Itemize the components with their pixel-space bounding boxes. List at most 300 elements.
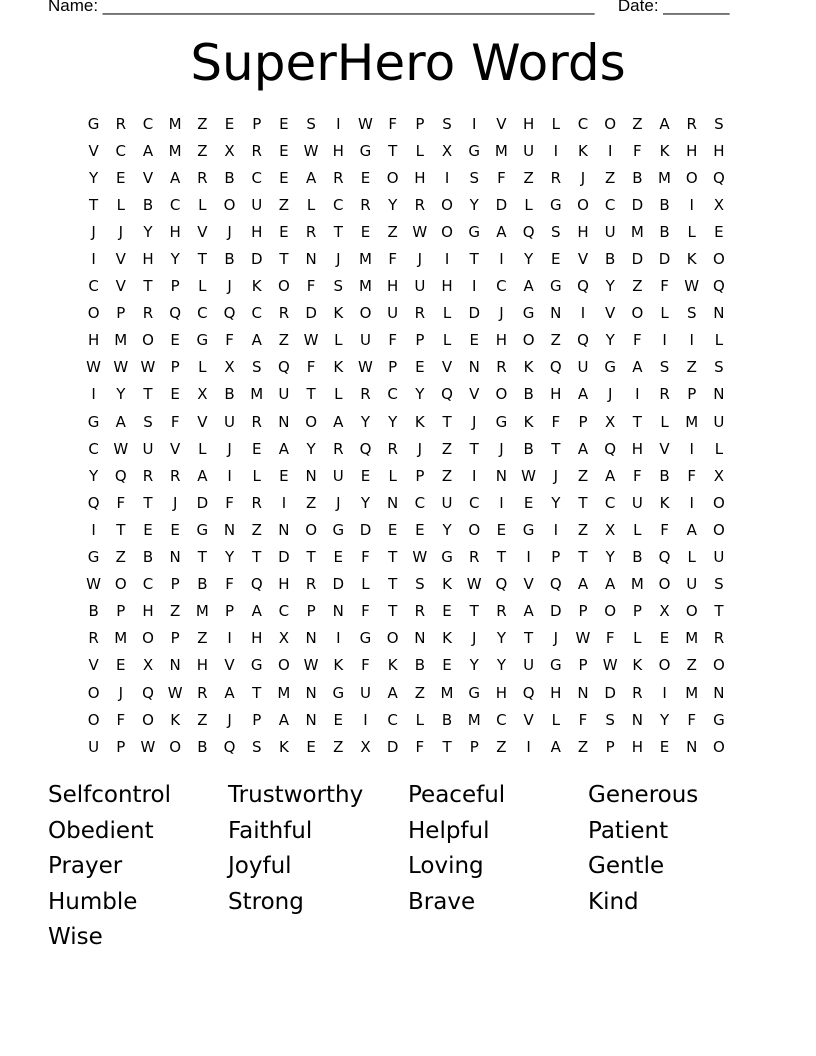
grid-letter: B bbox=[441, 710, 453, 729]
grid-letter: X bbox=[224, 358, 235, 377]
grid-letter: P bbox=[415, 331, 425, 350]
grid-letter: W bbox=[303, 656, 319, 675]
grid-letter: Y bbox=[89, 168, 99, 187]
word-list-item: Strong bbox=[228, 888, 304, 915]
grid-letter: T bbox=[442, 412, 452, 431]
grid-letter: K bbox=[170, 710, 181, 729]
grid-letter: T bbox=[143, 493, 153, 512]
grid-row bbox=[80, 408, 733, 435]
grid-letter: E bbox=[116, 168, 126, 187]
grid-letter: D bbox=[250, 250, 263, 269]
grid-letter: F bbox=[415, 737, 425, 756]
grid-letter: R bbox=[251, 412, 262, 431]
grid-letter: L bbox=[361, 575, 370, 594]
grid-letter: R bbox=[251, 141, 262, 160]
grid-letter: R bbox=[197, 683, 208, 702]
grid-letter: Q bbox=[522, 222, 535, 241]
grid-letter: J bbox=[227, 710, 232, 729]
grid-letter: W bbox=[412, 222, 428, 241]
grid-letter: U bbox=[604, 222, 616, 241]
grid-letter: I bbox=[444, 168, 450, 187]
grid-letter: J bbox=[227, 222, 232, 241]
grid-letter: I bbox=[91, 385, 96, 404]
grid-letter: D bbox=[196, 493, 209, 512]
grid-letter: E bbox=[442, 656, 452, 675]
grid-letter: P bbox=[170, 358, 180, 377]
grid-letter: H bbox=[387, 277, 399, 296]
grid-letter: Q bbox=[713, 168, 725, 187]
grid-letter: T bbox=[388, 548, 398, 567]
word-list-item: Joyful bbox=[228, 853, 292, 879]
grid-letter: B bbox=[632, 548, 643, 567]
grid-letter: K bbox=[333, 304, 344, 323]
grid-letter: F bbox=[605, 629, 615, 648]
grid-letter: A bbox=[632, 358, 643, 377]
word-list-item: Wise bbox=[48, 924, 103, 950]
grid-letter: O bbox=[522, 331, 535, 350]
grid-letter: F bbox=[170, 412, 180, 431]
grid-letter: Q bbox=[549, 575, 562, 594]
grid-letter: S bbox=[714, 575, 724, 594]
grid-letter: G bbox=[332, 683, 345, 702]
grid-letter: M bbox=[658, 168, 671, 187]
page-title: SuperHero Words bbox=[190, 34, 626, 92]
grid-letter: R bbox=[333, 168, 344, 187]
grid-letter: O bbox=[685, 168, 698, 187]
grid-letter: X bbox=[713, 466, 725, 485]
grid-letter: U bbox=[359, 331, 371, 350]
grid-letter: N bbox=[713, 385, 725, 404]
grid-letter: B bbox=[142, 548, 154, 567]
word-list-item: Kind bbox=[588, 888, 639, 915]
grid-letter: V bbox=[577, 250, 589, 269]
grid-letter: C bbox=[88, 439, 99, 458]
grid-letter: E bbox=[442, 602, 452, 621]
grid-letter: Z bbox=[197, 114, 208, 133]
grid-letter: W bbox=[303, 141, 319, 160]
grid-letter: D bbox=[658, 250, 671, 269]
grid-letter: X bbox=[360, 737, 371, 756]
grid-letter: G bbox=[87, 412, 100, 431]
grid-letter: G bbox=[549, 195, 562, 214]
grid-letter: D bbox=[278, 548, 290, 567]
grid-letter: I bbox=[472, 277, 477, 296]
grid-letter: Q bbox=[223, 304, 236, 323]
grid-letter: R bbox=[333, 439, 344, 458]
grid-letter: W bbox=[575, 629, 591, 648]
grid-letter: L bbox=[198, 358, 207, 377]
grid-letter: K bbox=[659, 141, 670, 160]
grid-letter: N bbox=[169, 548, 181, 567]
grid-letter: C bbox=[604, 195, 616, 214]
grid-row bbox=[80, 300, 733, 327]
grid-letter: X bbox=[605, 520, 616, 539]
grid-letter: O bbox=[658, 575, 671, 594]
grid-letter: S bbox=[469, 168, 479, 187]
grid-letter: C bbox=[333, 195, 344, 214]
grid-letter: D bbox=[604, 683, 616, 702]
grid-letter: O bbox=[169, 737, 182, 756]
grid-letter: Y bbox=[360, 493, 371, 512]
grid-letter: Y bbox=[306, 439, 316, 458]
grid-letter: P bbox=[170, 277, 180, 296]
grid-letter: T bbox=[578, 493, 588, 512]
grid-letter: N bbox=[305, 250, 317, 269]
grid-letter: H bbox=[713, 141, 725, 160]
grid-letter: E bbox=[551, 250, 561, 269]
grid-letter: H bbox=[631, 737, 643, 756]
grid-letter: Z bbox=[333, 737, 344, 756]
grid-letter: Y bbox=[469, 656, 479, 675]
grid-letter: J bbox=[417, 250, 423, 269]
grid-letter: Z bbox=[523, 168, 534, 187]
grid-letter: O bbox=[713, 737, 725, 756]
grid-letter: D bbox=[386, 737, 399, 756]
grid-letter: B bbox=[88, 602, 99, 621]
grid-letter: E bbox=[469, 331, 479, 350]
grid-letter: A bbox=[278, 710, 290, 729]
grid-letter: L bbox=[252, 466, 261, 485]
grid-letter: V bbox=[142, 168, 154, 187]
grid-letter: G bbox=[332, 520, 345, 539]
grid-letter: H bbox=[550, 683, 562, 702]
word-list-item: Trustworthy bbox=[228, 782, 364, 808]
grid-letter: F bbox=[116, 493, 126, 512]
grid-letter: B bbox=[414, 656, 425, 675]
grid-letter: R bbox=[469, 548, 480, 567]
grid-letter: E bbox=[659, 737, 670, 756]
grid-letter: T bbox=[714, 602, 724, 621]
grid-letter: E bbox=[279, 114, 289, 133]
grid-letter: M bbox=[440, 683, 454, 702]
grid-letter: G bbox=[196, 331, 209, 350]
grid-letter: I bbox=[662, 683, 667, 702]
grid-letter: L bbox=[551, 114, 560, 133]
grid-letter: B bbox=[197, 575, 208, 594]
grid-letter: J bbox=[91, 222, 96, 241]
grid-letter: F bbox=[388, 331, 397, 350]
grid-letter: E bbox=[360, 222, 371, 241]
grid-letter: W bbox=[358, 358, 373, 377]
grid-letter: E bbox=[170, 385, 180, 404]
grid-letter: N bbox=[223, 520, 236, 539]
grid-letter: O bbox=[713, 493, 725, 512]
grid-letter: A bbox=[577, 385, 589, 404]
grid-letter: C bbox=[604, 493, 616, 512]
grid-letter: H bbox=[495, 683, 508, 702]
grid-letter: V bbox=[170, 439, 181, 458]
grid-letter: G bbox=[604, 358, 616, 377]
grid-letter: C bbox=[278, 602, 290, 621]
grid-letter: N bbox=[278, 412, 290, 431]
grid-letter: Y bbox=[360, 412, 371, 431]
grid-letter: O bbox=[305, 412, 317, 431]
grid-letter: T bbox=[496, 548, 506, 567]
grid-letter: K bbox=[523, 412, 534, 431]
grid-letter: A bbox=[305, 168, 317, 187]
grid-letter: O bbox=[87, 683, 100, 702]
grid-letter: S bbox=[143, 412, 153, 431]
grid-letter: N bbox=[631, 710, 643, 729]
grid-letter: T bbox=[197, 250, 207, 269]
grid-letter: F bbox=[633, 141, 642, 160]
grid-letter: X bbox=[224, 141, 235, 160]
grid-letter: S bbox=[251, 358, 262, 377]
grid-letter: G bbox=[495, 412, 508, 431]
grid-letter: B bbox=[659, 195, 670, 214]
grid-letter: W bbox=[86, 358, 102, 377]
grid-letter: O bbox=[278, 277, 290, 296]
grid-letter: F bbox=[361, 602, 370, 621]
grid-letter: U bbox=[251, 195, 263, 214]
grid-letter: U bbox=[224, 412, 236, 431]
grid-letter: Y bbox=[496, 656, 506, 675]
grid-letter: V bbox=[523, 710, 534, 729]
grid-letter: C bbox=[115, 141, 127, 160]
grid-letter: B bbox=[659, 222, 670, 241]
grid-letter: I bbox=[526, 737, 531, 756]
grid-letter: C bbox=[468, 493, 480, 512]
grid-letter: J bbox=[417, 439, 423, 458]
grid-letter: K bbox=[333, 656, 344, 675]
grid-letter: I bbox=[444, 250, 450, 269]
grid-letter: A bbox=[251, 331, 262, 350]
grid-letter: A bbox=[387, 683, 398, 702]
word-list-item: Peaceful bbox=[408, 782, 506, 808]
grid-letter: E bbox=[360, 168, 371, 187]
grid-letter: Y bbox=[659, 710, 670, 729]
grid-letter: M bbox=[114, 629, 128, 648]
grid-letter: R bbox=[115, 114, 126, 133]
grid-letter: F bbox=[660, 520, 669, 539]
grid-letter: C bbox=[496, 277, 507, 296]
grid-letter: N bbox=[278, 520, 290, 539]
grid-letter: H bbox=[142, 250, 154, 269]
grid-letter: T bbox=[524, 629, 534, 648]
grid-letter: H bbox=[577, 222, 589, 241]
grid-letter: I bbox=[689, 493, 694, 512]
grid-row bbox=[80, 625, 733, 652]
grid-letter: N bbox=[332, 602, 344, 621]
grid-letter: A bbox=[251, 602, 262, 621]
grid-letter: U bbox=[441, 493, 453, 512]
grid-letter: R bbox=[278, 304, 290, 323]
grid-letter: O bbox=[577, 195, 589, 214]
grid-letter: P bbox=[225, 602, 235, 621]
grid-letter: F bbox=[551, 412, 561, 431]
grid-letter: N bbox=[495, 466, 508, 485]
grid-row bbox=[80, 273, 733, 300]
grid-letter: A bbox=[550, 737, 561, 756]
grid-letter: V bbox=[496, 114, 507, 133]
grid-letter: H bbox=[686, 141, 698, 160]
grid-letter: R bbox=[251, 493, 262, 512]
grid-letter: I bbox=[336, 114, 341, 133]
grid-row bbox=[80, 544, 733, 571]
grid-letter: R bbox=[496, 602, 507, 621]
grid-letter: H bbox=[495, 331, 508, 350]
grid-letter: N bbox=[468, 358, 480, 377]
grid-letter: T bbox=[442, 737, 452, 756]
grid-letter: T bbox=[388, 141, 398, 160]
grid-letter: E bbox=[306, 737, 316, 756]
grid-letter: C bbox=[142, 575, 154, 594]
grid-letter: Q bbox=[577, 277, 589, 296]
grid-letter: W bbox=[140, 358, 156, 377]
grid-letter: X bbox=[659, 602, 670, 621]
grid-letter: B bbox=[224, 250, 235, 269]
grid-letter: O bbox=[685, 602, 698, 621]
grid-letter: L bbox=[687, 548, 696, 567]
grid-letter: I bbox=[689, 331, 694, 350]
grid-letter: U bbox=[713, 548, 725, 567]
grid-letter: B bbox=[523, 385, 534, 404]
grid-letter: N bbox=[577, 683, 589, 702]
grid-letter: Q bbox=[495, 575, 508, 594]
grid-letter: C bbox=[88, 277, 99, 296]
grid-letter: T bbox=[469, 602, 479, 621]
grid-letter: R bbox=[414, 195, 426, 214]
grid-letter: H bbox=[196, 656, 208, 675]
grid-letter: Y bbox=[551, 493, 561, 512]
grid-letter: A bbox=[605, 466, 616, 485]
grid-letter: M bbox=[277, 683, 291, 702]
grid-letter: Z bbox=[414, 683, 425, 702]
grid-letter: V bbox=[197, 222, 208, 241]
grid-letter: L bbox=[198, 277, 207, 296]
grid-letter: S bbox=[686, 304, 697, 323]
grid-letter: T bbox=[333, 222, 343, 241]
grid-letter: A bbox=[115, 412, 126, 431]
grid-letter: C bbox=[577, 114, 589, 133]
grid-letter: N bbox=[550, 304, 562, 323]
grid-row bbox=[80, 137, 733, 164]
grid-letter: G bbox=[549, 277, 562, 296]
grid-letter: N bbox=[686, 737, 698, 756]
grid-letter: I bbox=[472, 466, 477, 485]
grid-letter: R bbox=[387, 439, 398, 458]
grid-letter: P bbox=[605, 737, 615, 756]
grid-letter: J bbox=[499, 439, 504, 458]
grid-letter: V bbox=[469, 385, 480, 404]
grid-letter: Z bbox=[577, 466, 589, 485]
grid-row bbox=[80, 245, 733, 272]
grid-letter: P bbox=[687, 385, 697, 404]
grid-letter: O bbox=[658, 656, 671, 675]
grid-letter: N bbox=[305, 710, 317, 729]
grid-letter: U bbox=[142, 439, 154, 458]
grid-letter: P bbox=[632, 602, 642, 621]
grid-letter: N bbox=[713, 304, 725, 323]
grid-letter: I bbox=[662, 331, 667, 350]
grid-letter: H bbox=[441, 277, 453, 296]
word-list-item: Humble bbox=[48, 888, 138, 915]
grid-letter: U bbox=[332, 466, 344, 485]
grid-letter: N bbox=[169, 656, 181, 675]
header-line bbox=[48, 0, 768, 20]
grid-row bbox=[80, 218, 733, 245]
grid-letter: E bbox=[143, 520, 153, 539]
grid-row bbox=[80, 164, 733, 191]
grid-letter: O bbox=[142, 710, 154, 729]
grid-letter: L bbox=[442, 304, 452, 323]
grid-letter: C bbox=[414, 493, 426, 512]
grid-letter: A bbox=[142, 141, 154, 160]
grid-letter: P bbox=[415, 114, 425, 133]
grid-letter: J bbox=[553, 466, 558, 485]
grid-letter: U bbox=[523, 141, 535, 160]
grid-letter: P bbox=[170, 575, 180, 594]
grid-letter: Z bbox=[115, 548, 126, 567]
grid-letter: X bbox=[713, 195, 725, 214]
grid-letter: O bbox=[631, 304, 644, 323]
grid-letter: I bbox=[281, 493, 287, 512]
grid-letter: F bbox=[306, 358, 316, 377]
grid-letter: T bbox=[551, 439, 561, 458]
letter-grid bbox=[80, 110, 733, 760]
grid-letter: K bbox=[251, 277, 262, 296]
grid-letter: S bbox=[251, 737, 262, 756]
grid-letter: A bbox=[197, 466, 208, 485]
grid-letter: T bbox=[578, 548, 588, 567]
grid-letter: R bbox=[414, 304, 426, 323]
grid-letter: Y bbox=[415, 385, 425, 404]
grid-letter: V bbox=[197, 412, 208, 431]
grid-letter: O bbox=[604, 114, 617, 133]
grid-letter: Z bbox=[251, 520, 262, 539]
word-list-item: Selfcontrol bbox=[48, 782, 171, 808]
grid-letter: O bbox=[359, 304, 372, 323]
grid-letter: R bbox=[169, 466, 181, 485]
grid-letter: M bbox=[467, 710, 481, 729]
grid-letter: M bbox=[168, 141, 182, 160]
grid-letter: L bbox=[388, 466, 397, 485]
grid-letter: Z bbox=[550, 331, 561, 350]
grid-letter: Q bbox=[142, 683, 154, 702]
grid-letter: N bbox=[305, 683, 317, 702]
grid-letter: H bbox=[332, 141, 344, 160]
grid-letter: M bbox=[250, 385, 264, 404]
grid-letter: H bbox=[522, 114, 535, 133]
grid-letter: G bbox=[522, 304, 535, 323]
grid-letter: R bbox=[686, 114, 697, 133]
grid-letter: T bbox=[388, 575, 398, 594]
grid-letter: J bbox=[336, 250, 341, 269]
grid-row bbox=[80, 489, 733, 516]
grid-letter: P bbox=[551, 548, 561, 567]
grid-letter: I bbox=[227, 629, 232, 648]
grid-letter: D bbox=[550, 602, 562, 621]
grid-letter: W bbox=[466, 575, 482, 594]
grid-row bbox=[80, 381, 733, 408]
grid-letter: O bbox=[142, 629, 154, 648]
grid-letter: Z bbox=[197, 629, 208, 648]
grid-letter: S bbox=[415, 575, 425, 594]
grid-row bbox=[80, 679, 733, 706]
grid-letter: Z bbox=[278, 331, 290, 350]
grid-letter: T bbox=[143, 385, 153, 404]
grid-letter: A bbox=[333, 412, 344, 431]
grid-letter: I bbox=[227, 466, 232, 485]
grid-row bbox=[80, 327, 733, 354]
grid-letter: G bbox=[87, 548, 100, 567]
grid-letter: C bbox=[142, 114, 154, 133]
grid-letter: R bbox=[360, 385, 371, 404]
grid-letter: Y bbox=[143, 222, 153, 241]
word-list-item: Loving bbox=[408, 853, 484, 879]
grid-letter: U bbox=[414, 277, 426, 296]
grid-row bbox=[80, 110, 733, 137]
